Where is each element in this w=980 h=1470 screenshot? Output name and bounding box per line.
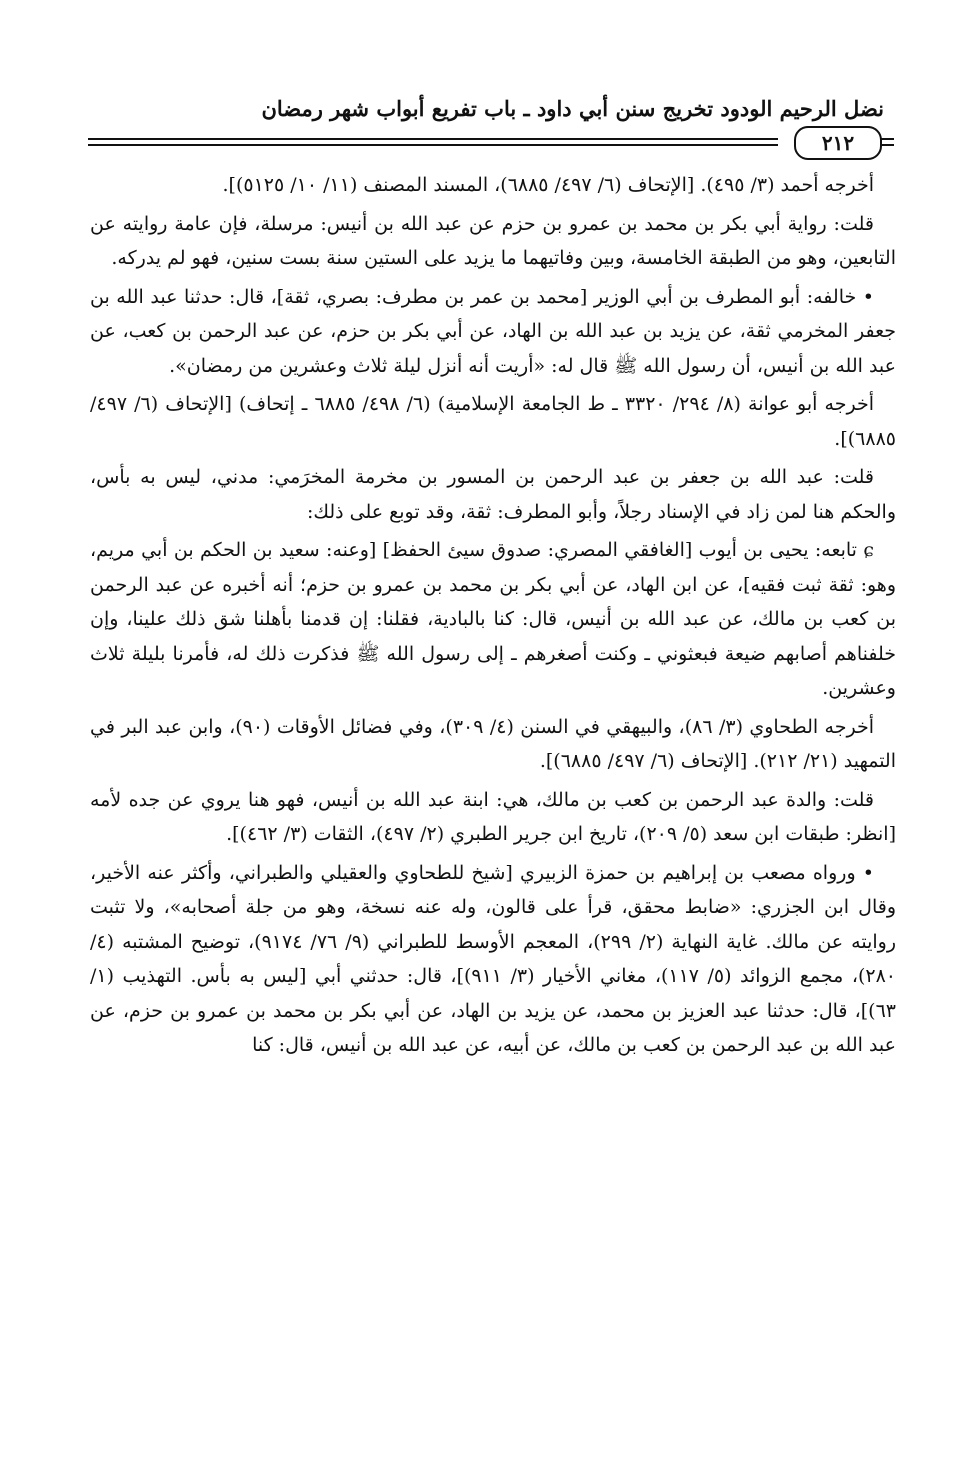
paragraph: قلت: رواية أبي بكر بن محمد بن عمرو بن حزم عن عبد الله بن أنيس: مرسلة، فإن عامة روايته عن التابعين، وهو من الطبقة الخامسة، وبين وفاتيهما ما يزيد على الستين سنة بست سنين، فهو لم يدركه. bbox=[90, 212, 896, 269]
page-number: ٢١٢ bbox=[794, 126, 882, 160]
page-header bbox=[88, 96, 894, 160]
paragraph: أخرجه أبو عوانة (٨/ ٢٩٤/ ٣٣٢٠ ـ ط الجامعة الإسلامية) (٦/ ٤٩٨/ ٦٨٨٥ ـ إتحاف) [الإتحاف (٦/ ٤٩٧/ ٦٨٨٥)]. bbox=[90, 393, 896, 450]
header-rule bbox=[88, 138, 778, 140]
paragraph: قلت: والدة عبد الرحمن بن كعب بن مالك، هي: ابنة عبد الله بن أنيس، فهو هنا يروي عن جده لأمه [انظر: طبقات ابن سعد (٥/ ٢٠٩)، تاريخ ابن جرير الطبري (٢/ ٤٩٧)، الثقات (٣/ ٤٦٢)]. bbox=[90, 788, 896, 845]
page-body bbox=[90, 168, 896, 1067]
running-title: نضل الرحيم الودود تخريج سنن أبي داود ـ باب تفريع أبواب شهر رمضان bbox=[261, 96, 884, 121]
paragraph: • خالفه: أبو المطرف بن أبي الوزير [محمد بن عمر بن مطرف: بصري، ثقة]، قال: حدثنا عبد الله بن جعفر المخرمي ثقة، عن يزيد بن عبد الله بن الهاد، عن أبي بكر بن حزم، عن عبد الرحمن بن كعب، عن عبد الله بن أنيس، أن رسول الله ﷺ قال له: «أريت أنه أنزل ليلة ثلاث وعشرين من رمضان». bbox=[90, 285, 896, 377]
paragraph: ɕ تابعه: يحيى بن أيوب [الغافقي المصري: صدوق سيئ الحفظ] [وعنه: سعيد بن الحكم بن أبي مريم، وهو: ثقة ثبت فقيه]، عن ابن الهاد، عن أبي بكر بن محمد بن عمرو بن حزم؛ أنه أخبره عن عبد الرحمن بن كعب بن مالك، عن عبد الله بن أنيس، قال: كنا بالبادية، فقلنا: إن قدمنا بأهلنا شق ذلك علينا، وإن خلفناهم أصابهم ضيعة فبعثوني ـ وكنت أصغرهم ـ إلى رسول الله ﷺ فذكرت ذلك له، فأمرنا بليلة ثلاث وعشرين. bbox=[90, 539, 896, 699]
header-rule bbox=[88, 144, 778, 146]
paragraph: • ورواه مصعب بن إبراهيم بن حمزة الزبيري [شيخ للطحاوي والعقيلي والطبراني، وأكثر عنه الأخير، وقال ابن الجزري: «ضابط محقق، قرأ على قالون، وله عنه نسخة، وهو من جلة أصحابه»، ولا تثبت روايته عن مالك. غاية النهاية (٢/ ٢٩٩)، المعجم الأوسط للطبراني (٩/ ٧٦/ ٩١٧٤)، توضيح المشتبه (٤/ ٢٨٠)، مجمع الزوائد (٥/ ١١٧)، مغاني الأخيار (٣/ ٩١١)]، قال: حدثني أبي [ليس به بأس. التهذيب (١/ ٦٣)]، قال: حدثنا عبد العزيز بن محمد، عن يزيد بن الهاد، عن أبي بكر بن محمد بن عمرو بن حزم، عن عبد الله بن عبد الرحمن بن كعب بن مالك، عن أبيه، عن عبد الله بن أنيس، قال: كنا bbox=[90, 861, 896, 1056]
paragraph: أخرجه الطحاوي (٣/ ٨٦)، والبيهقي في السنن (٤/ ٣٠٩)، وفي فضائل الأوقات (٩٠)، وابن عبد البر في التمهيد (٢١/ ٢١٢). [الإتحاف (٦/ ٤٩٧/ ٦٨٨٥)]. bbox=[90, 715, 896, 772]
paragraph: قلت: عبد الله بن جعفر بن عبد الرحمن بن المسور بن مخرمة المخرَمي: مدني، ليس به بأس، والحكم هنا لمن زاد في الإسناد رجلاً، وأبو المطرف: ثقة، وقد توبع على ذلك: bbox=[90, 466, 896, 523]
paragraph: أخرجه أحمد (٣/ ٤٩٥). [الإتحاف (٦/ ٤٩٧/ ٦٨٨٥)، المسند المصنف (١١/ ١٠/ ٥١٢٥)]. bbox=[222, 174, 874, 196]
